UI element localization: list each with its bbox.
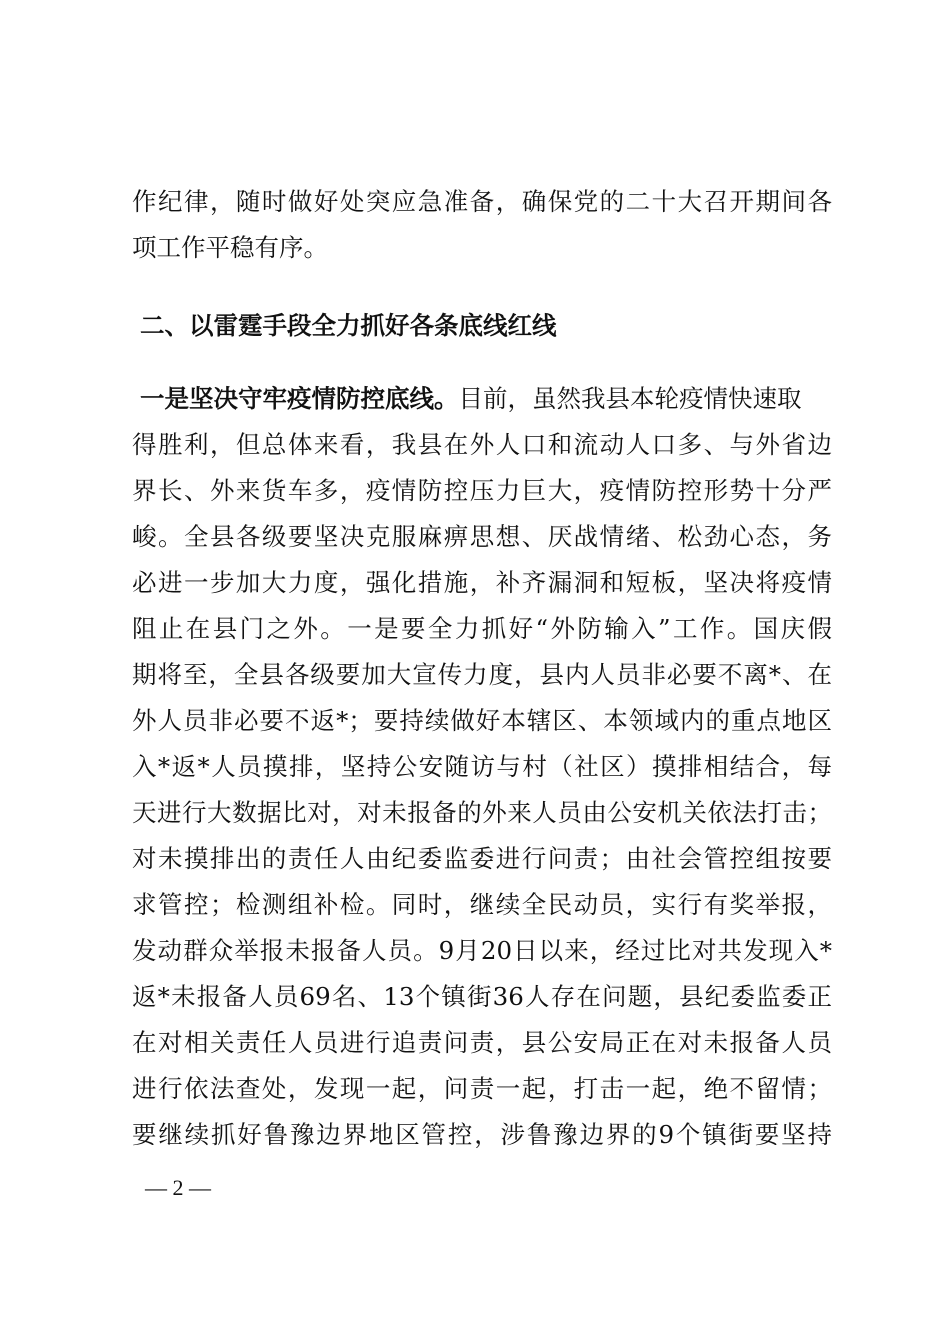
paragraph-lead: 一是坚决守牢疫情防控底线。 xyxy=(140,384,459,413)
text-line: 在对相关责任人员进行追责问责，县公安局正在对未报备人员 xyxy=(132,1028,832,1057)
page-number: — 2 — xyxy=(145,1175,211,1200)
text-line: 返*未报备人员69名、13个镇街36人存在问题，县纪委监委正 xyxy=(132,982,832,1011)
text-line: 峻。全县各级要坚决克服麻痹思想、厌战情绪、松劲心态，务 xyxy=(132,522,832,551)
text-line: 必进一步加大力度，强化措施，补齐漏洞和短板，坚决将疫情 xyxy=(132,568,832,597)
text-line: 对未摸排出的责任人由纪委监委进行问责；由社会管控组按要 xyxy=(132,844,832,873)
text-line: 阻止在县门之外。一是要全力抓好“外防输入”工作。国庆假 xyxy=(132,614,832,643)
text-line: 项工作平稳有序。 xyxy=(132,233,328,262)
text-line: 入*返*人员摸排，坚持公安随访与村（社区）摸排相结合，每 xyxy=(132,752,832,781)
text-line: 进行依法查处，发现一起，问责一起，打击一起，绝不留情； xyxy=(132,1074,832,1103)
text-line: 界长、外来货车多，疫情防控压力巨大，疫情防控形势十分严 xyxy=(132,476,832,505)
text-line: 天进行大数据比对，对未报备的外来人员由公安机关依法打击； xyxy=(132,798,832,827)
paragraph-first-line xyxy=(140,384,832,414)
text-line: 期将至，全县各级要加大宣传力度，县内人员非必要不离*、在 xyxy=(132,660,832,689)
paragraph-first-line-rest: 目前，虽然我县本轮疫情快速取 xyxy=(458,384,802,413)
text-line: 求管控；检测组补检。同时，继续全民动员，实行有奖举报， xyxy=(132,890,832,919)
text-line: 得胜利，但总体来看，我县在外人口和流动人口多、与外省边 xyxy=(132,430,832,459)
text-line: 发动群众举报未报备人员。9月20日以来，经过比对共发现入* xyxy=(132,936,832,965)
text-line: 外人员非必要不返*；要持续做好本辖区、本领域内的重点地区 xyxy=(132,706,832,735)
text-line: 作纪律，随时做好处突应急准备，确保党的二十大召开期间各 xyxy=(132,187,832,216)
text-line: 要继续抓好鲁豫边界地区管控，涉鲁豫边界的9个镇街要坚持 xyxy=(132,1120,832,1149)
section-heading: 二、以雷霆手段全力抓好各条底线红线 xyxy=(140,311,557,340)
